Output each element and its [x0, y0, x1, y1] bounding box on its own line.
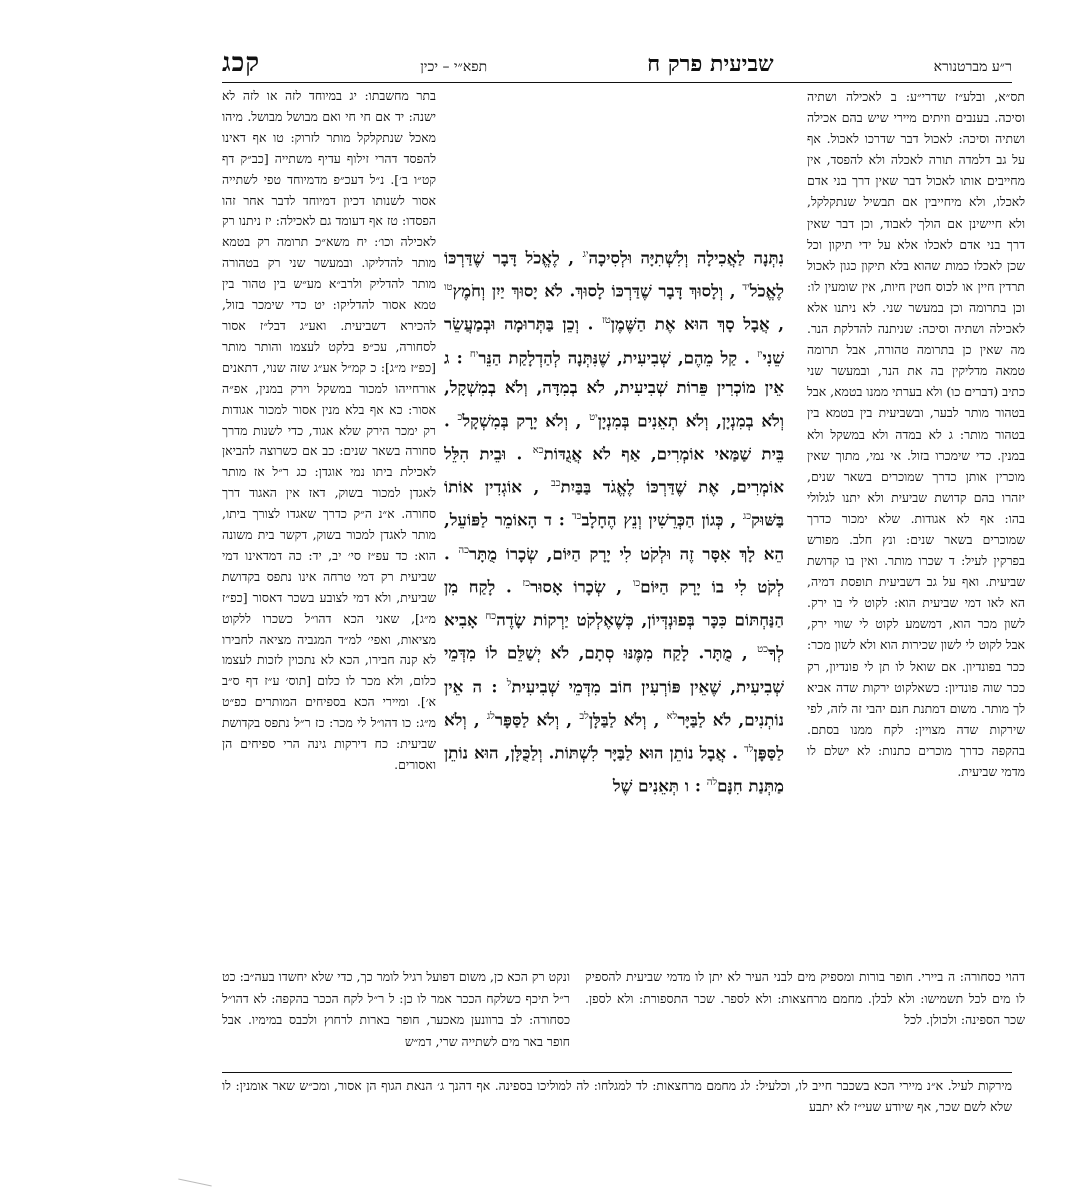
- mishnah-segment: . וּבֵית הִלֵּל אוֹמְרִים, אֶת שֶׁדַּרְכּוֹ לֶאֱגֹד בַּבַּיִת: [444, 443, 784, 497]
- mishnah-segment: : ו תְּאֵנִים שֶׁל: [612, 775, 701, 796]
- mishnah-segment: , וְלָסוּךְ דָּבָר שֶׁדַּרְכּוֹ לָסוּךְ. לֹא יָסוּךְ יַיִן וְחֹמֶץ: [452, 280, 736, 301]
- note-marker: לג: [486, 710, 495, 722]
- mishnah-text: [444, 240, 784, 962]
- commentary-right-column: תס״א, ובלע״ז שדרי״ע: ב לאכילה ושתיה וסיכה. בענבים וזיתים מיירי שיש בהם אכילה ושתיה וסיכה: לאכול דבר שדרכו לאכול. אף על גב דלמדה תורה לאכלה ולא להפסד, אין מחייבים אותו לאכול דבר שאין דרך בני אדם לאכלו, ולא מיחייבין אם תבשיל שנתקלקל, ולא חיישינן אם הולך לאבוד, וכן דבר שאין דרך בני אדם לאכלו אלא על ידי תיקון וכל שכן לאכלו כמות שהוא בלא תיקון כגון לאכול תרדין חיין או לכוס חטין חיות, אין שומעין לו: וכן בתרומה וכן במעשר שני. לא ניתנו אלא לאכילה ושתיה וסיכה: שניתנה להדלקת הנר. מה שאין כן בתרומה טהורה, אבל תרומה טמאה מדליקין בה את הנר, ובמעשר שני כתיב (דברים כו) ולא בערתי ממנו בטמא, אבל בטהור מותר לבער, ובשביעית בין בטמא בין בטהור מותר: ג לא במדה ולא במשקל ולא במנין. כדי שימכרו בזול. אי נמי, מתוך שאין מוכרין אותן כדרך שמוכרים בשאר שנים, יזהרו בהם קדושת שביעית ולא יתנו לגלולי בהו: אף לא אגודות. שלא ימכור כדרך שמוכרים בשאר שנים: ונץ חלב. מפורש בפרקין לעיל: ד שכרו מותר. ואין בו קדושת שביעית. ואף על גב דשביעית תופסת דמיה, הא לאו דמי שביעית הוא: לקוט לי בו ירק. לשון מכר הוא, דמשמע לקוט לי שווי ירק, אבל לקוט לי לשון שכירות הוא ולא לשון מכר: ככר בפונדיון. אם שואל לו תן לי פונדיון, רק ככר שוה פונדיון: כשאלקוט ירקות שדה אביא לך מותר. משום דמתנת חנם יהבי זה לזה, לפי שירקות שדה מצויין: לקח ממנו בסתם. בהקפה כדרך מוכרים כתנות: לא ישלם לו מדמי שביעית.: [807, 89, 1025, 779]
- commentary-left-column: בתר מחשבתו: יג במיוחד לזה או לזה לא ישנה: יד אם חי חי ואם מבושל מבושל. מיהו מאכל שנתקלקל מותר לזרוק: טו אף דאינו להפסד דהרי זילוף עדיף משתייה [כב״ק דף קט״ו ב׳]. נ״ל דעכ״פ מדמיוחד טפי לשתייה אסור לשנותו דכיון דמיוחד לדבר אחר זהו הפסדו: טז אף דעומד גם לאכילה: יז ניתנו רק לאכילה וכו׳: יח משא״כ תרומה רק בטמא מותר להדליקו. ובמעשר שני רק בטהורה מותר להדליק ולרב״א מע״ש בין טהור בין טמא אסור להדליקו: יט כדי שימכר בזול, להכירא דשביעית. ואע״ג דבל״ז אסור לסחורה, עכ״פ בלקט לעצמו והותר מותר [כפ״ז מ״ג]: כ קמ״ל אע״ג שזה שנוי, דתאנים אורחייהו למכור במשקל וירק במנין, אפ״ה אסור: כא אף בלא מנין אסור למכור אגודות רק ימכר הירק שלא אגוד, כדי לשנות מדרך סחורה בשאר שנים: כב אם כשרוצה להביאן לאכילת ביתו נמי אוגדן: כג ר״ל אז מותר לאגדן למכור בשוק, דאז אין האגוד דרך סחורה. א״נ ה״ק כדרך שאגדו לצורך ביתו, מותר לאגדן למכור בשוק, דקשר בית משונה הוא: כד עפ״ז סי׳ יב, יד: כה דמדאינו דמי שביעית רק דמי טרחה אינו נתפס בקדושת שביעית, ולא דמי לצובע בשכר דאסור [כפ״ז מ״ג], שאני הכא דהו״ל כשכרו ללקוט מציאות, ואפי׳ למ״ד המגביה מציאה לחבירו לא קנה חבירו, הכא לא נתכוין לזכות לעצמו כלום, ולא מכר לו כלום [תוס׳ ע״ז דף ס״ב א׳]. ומיירי הכא בספיחים המותרים כפ״ט מ״ג: כו דהו״ל לי מכר: כז ר״ל נתפס בקדושת שביעית: כח דירקות גינה הרי ספיחים הן ואסורים.: [222, 88, 436, 772]
- mishnah-segment: , וְלֹא לַסַּפָּר: [494, 709, 573, 730]
- note-marker: כג: [742, 511, 752, 523]
- mishnah-segment: : ג אֵין מוֹכְרִין פֵּרוֹת שְׁבִיעִית, לֹא בְמִדָּה, וְלֹא בְמִשְׁקָל, וְלֹא בְמִנְיָן, וְלֹא תְאֵנִים בְּמִנְיָן: [444, 347, 784, 431]
- note-marker: כח: [485, 611, 497, 623]
- note-marker: כה: [458, 544, 470, 556]
- mishnah-segment: , אֲבָל סָךְ הוּא אֶת הַשֶּׁמֶן: [610, 314, 784, 334]
- mishnah-segment: . אֲבָל נוֹתֵן הוּא לַבַּיָּר לִשְׁתּוֹת. וְלַכֻּלָּן, הוּא נוֹתֵן מַתְּנַת חִנָּם: [444, 742, 784, 796]
- commentary-bottom-left: ונקט רק הכא כן, משום דפועל רגיל לומר כך, כדי שלא יחשדו בעה״ב: כט ר״ל תיכף כשלקח הככר אמר לו כן: ל ר״ל לקח הככר בהקפה: לא דהו״ל כסחורה: לב ברוונען מאכער, חופר בארות לרחוץ ולכבס במימיו. אבל חופר באר מים לשתייה שרי, דמ״ש: [222, 969, 570, 1049]
- note-marker: יד: [742, 282, 750, 294]
- mishnah-segment: : ד הָאוֹמֵר לַפּוֹעֵל, הֵא לָךְ אִסָּר זֶה וּלְקֹט לִי יָרָק הַיּוֹם, שְׂכָרוֹ מֻתָּר: [444, 509, 784, 564]
- note-marker: כ: [457, 411, 463, 423]
- mishnah-segment: : ה אֵין נוֹתְנִים, לֹא לַבַּיָּר: [444, 676, 784, 730]
- mishnah-segment: . בֵּית שַׁמַּאי אוֹמְרִים, אַף לֹא אֲגֻדּוֹת: [444, 410, 784, 464]
- mishnah-segment: , שְׂכָרוֹ אָסוּר: [530, 576, 623, 597]
- commentary-bottom-right: דהוי כסחורה: ה ביירי. חופר בורות ומספיק מים לבני העיר לא יתן לו מדמי שביעית להספיק לו מים לכל תשמישו: ולא לבלן. מחמם מרחצאות: ולא לספר. שכר התספורת: ולא לספן. שכר הספינה: ולכולן. לכל: [585, 969, 1025, 1027]
- mishnah-segment: נִתְּנָה לַאֲכִילָה וְלִשְׁתִיָּה וּלְסִיכָה: [588, 247, 784, 268]
- header-title: שביעית פרק ח: [647, 51, 774, 77]
- note-marker: לא: [666, 710, 678, 722]
- note-marker: יט: [589, 411, 598, 423]
- note-marker: כז: [522, 577, 531, 589]
- mishnah-segment: , וְלֹא יָרָק בְּמִשְׁקָל: [462, 410, 582, 431]
- note-marker: כד: [571, 511, 582, 523]
- mishnah-segment: . לָקַח מִן הַנַּחְתּוֹם כִּכָּר בְּפוּנְדְּיוֹן, כְּשֶׁאֶלְקֹט יַרְקוֹת שָׂדֶה: [444, 576, 784, 630]
- page-number: קכג: [222, 48, 261, 78]
- header-left-ref: תפא״י – יכין: [420, 59, 488, 75]
- note-marker: כא: [532, 444, 544, 456]
- margin-mark: [178, 1178, 211, 1186]
- note-marker: כב: [550, 478, 561, 490]
- header-right-ref: ר״ע מברטנורא: [933, 59, 1012, 75]
- note-marker: ל: [506, 677, 512, 689]
- note-marker: לד: [744, 743, 754, 755]
- note-marker: טו: [444, 282, 453, 294]
- mishnah-segment: אָבִיא לְךָ: [444, 609, 784, 663]
- commentary-bottom-full: מירקות לעיל. א״נ מיירי הכא בשכבר חייב לו, וכלעיל: לג מחמם מרחצאות: לד למגלחו: לה למוליכו בספינה. אף דהנך ג׳ הנאת הגוף הן אסור, ומכ״ש שאר אומנין: לו שלא לשם שכר, אף שיודע שעי״ז לא יתבע: [222, 1072, 1012, 1123]
- note-marker: לב: [579, 710, 589, 722]
- mishnah-segment: , אוֹגְדִין אוֹתוֹ בַּשּׁוּק: [444, 476, 784, 530]
- note-marker: יג: [582, 249, 589, 260]
- mishnah-segment: . וְכֵן בַּתְּרוּמָה וּבְמַעֲשֵׂר שֵׁנִי: [444, 314, 784, 368]
- mishnah-segment: , מֻתָּר. לָקַח מִמֶּנּוּ סְתָם, לֹא יְשַׁלֵּם לוֹ מִדְּמֵי שְׁבִיעִית, שֶׁאֵין פּוֹרְעִין חוֹב מִדְּמֵי שְׁבִיעִית: [444, 642, 784, 697]
- mishnah-segment: , כְּגוֹן הַכְּרֵשִׁין וְנֵץ הֶחָלָב: [581, 509, 737, 530]
- mishnah-segment: , לֶאֱכֹל דָּבָר שֶׁדַּרְכּוֹ לֶאֱכֹל: [444, 247, 784, 301]
- note-marker: יז: [757, 348, 763, 360]
- note-marker: יח: [469, 348, 479, 360]
- mishnah-segment: , וְלֹא לַסַּפָּן: [444, 709, 784, 763]
- note-marker: לה: [706, 777, 718, 789]
- note-marker: כו: [632, 577, 641, 589]
- mishnah-segment: . לְקֹט לִי בוֹ יָרָק הַיּוֹם: [444, 543, 784, 597]
- mishnah-segment: . קַל מֵהֶם, שְׁבִיעִית, שֶׁנִּתְּנָה לְהַדְלָקַת הַנֵּר: [478, 347, 750, 368]
- note-marker: כט: [757, 644, 769, 656]
- page-header: [222, 48, 1012, 83]
- note-marker: טז: [601, 315, 611, 327]
- mishnah-segment: , וְלֹא לַבַּלָּן: [588, 709, 660, 730]
